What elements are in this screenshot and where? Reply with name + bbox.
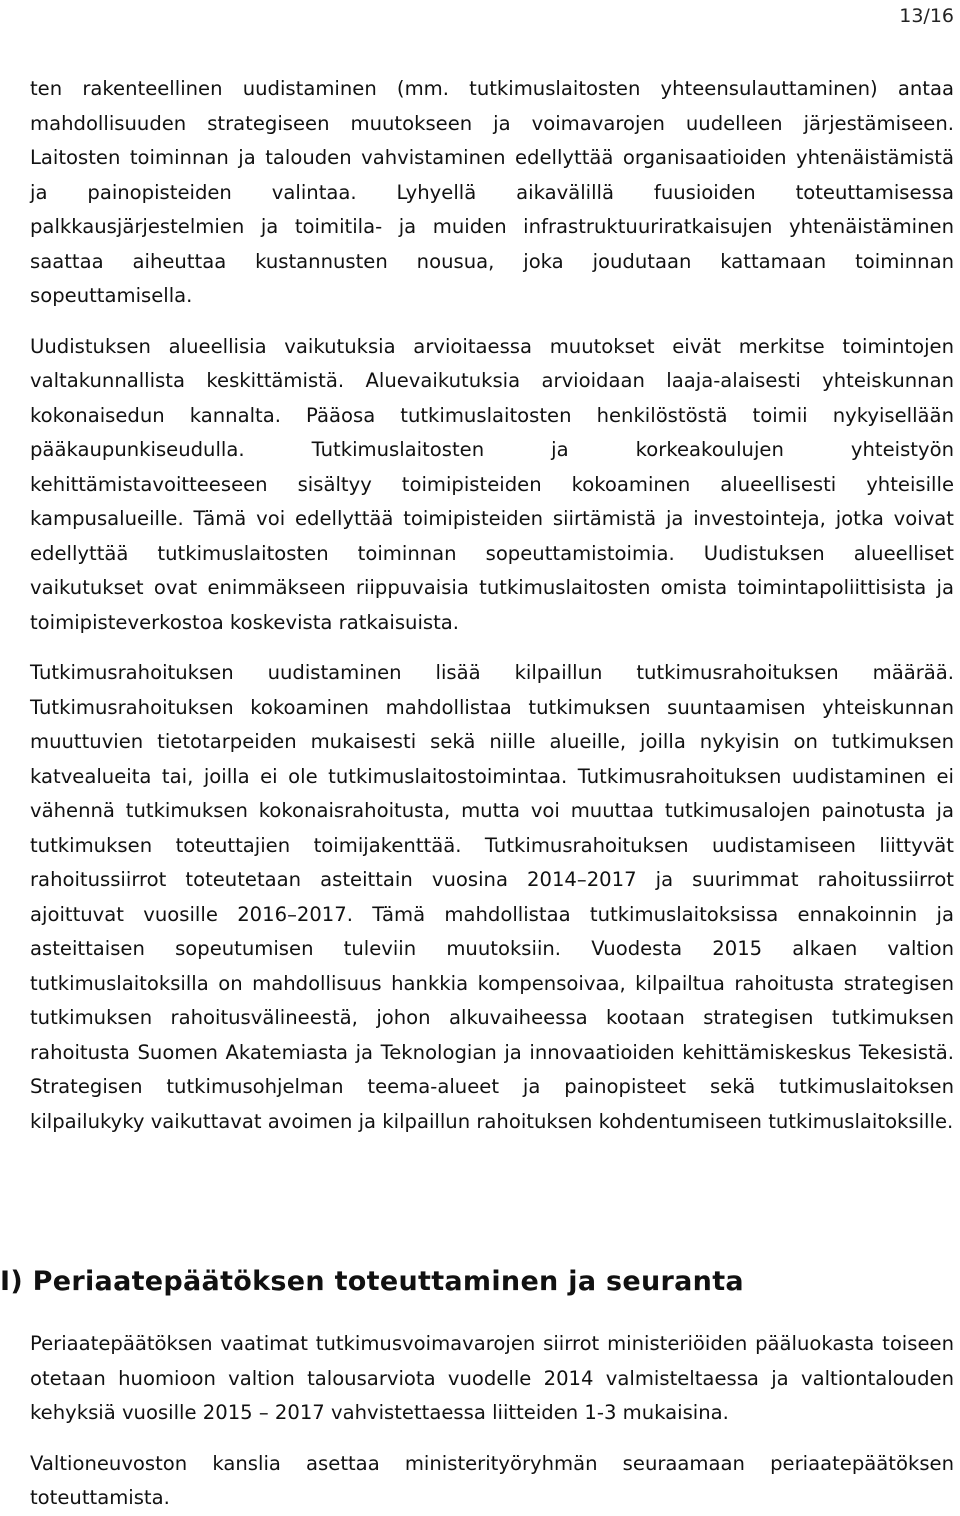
- section-heading: I) Periaatepäätöksen toteuttaminen ja seuranta: [0, 1266, 744, 1297]
- page-number: 13/16: [899, 5, 954, 27]
- document-body-bottom: [30, 1327, 954, 1516]
- paragraph-ministerial-group: Valtioneuvoston kanslia asettaa ministerityöryhmän seuraamaan periaatepäätöksen toteuttamista.: [30, 1451, 954, 1509]
- paragraph-research-funding: Tutkimusrahoituksen uudistaminen lisää kilpaillun tutkimusrahoituksen määrää. Tutkimusrahoituksen kokoaminen mahdollistaa tutkimuksen suuntaamisen yhteiskunnan muuttuvien tietotarpeiden mukaisesti sekä niille alueille, joilla nykyisin on tutkimuksen katvealueita tai, joilla ei ole tutkimuslaitostoimintaa. Tutkimusrahoituksen uudistaminen ei vähennä tutkimuksen kokonaisrahoitusta, mutta voi muuttaa tutkimusalojen painotusta ja tutkimuksen toteuttajien toimijakenttää. Tutkimusrahoituksen uudistamiseen liittyvät rahoitussiirrot toteutetaan asteittain vuosina 2014–2017 ja suurimmat rahoitussiirrot ajoittuvat vuosille 2016–2017. Tämä mahdollistaa tutkimuslaitoksissa ennakoinnin ja asteittaisen sopeutumisen tuleviin muutoksiin. Vuodesta 2015 alkaen valtion tutkimuslaitoksilla on mahdollisuus hankkia kompensoivaa, kilpailtua rahoitusta strategisen tutkimuksen rahoitusvälineestä, johon alkuvaiheessa kootaan strategisen tutkimuksen rahoitusta Suomen Akatemiasta ja Teknologian ja innovaatioiden kehittämiskeskus Tekesistä. Strategisen tutkimusohjelman teema-alueet ja painopisteet sekä tutkimuslaitoksen kilpailukyky vaikuttavat avoimen ja kilpaillun rahoituksen kohdentumiseen tutkimuslaitoksille.: [30, 661, 954, 1133]
- paragraph-restructuring: ten rakenteellinen uudistaminen (mm. tutkimuslaitosten yhteensulauttaminen) antaa mahdollisuuden strategiseen muutokseen ja voimavarojen uudelleen järjestämiseen. Laitosten toiminnan ja talouden vahvistaminen edellyttää organisaatioiden yhtenäistämistä ja painopisteiden valintaa. Lyhyellä aikavälillä fuusioiden toteuttamisessa palkkausjärjestelmien ja toimitila- ja muiden infrastruktuuriratkaisujen yhtenäistäminen saattaa aiheuttaa kustannusten nousua, joka joudutaan kattamaan toiminnan sopeuttamisella.: [30, 77, 954, 307]
- paragraph-resource-transfers: Periaatepäätöksen vaatimat tutkimusvoimavarojen siirrot ministeriöiden pääluokasta toiseen otetaan huomioon valtion talousarviota vuodelle 2014 valmisteltaessa ja valtiontalouden kehyksiä vuosille 2015 – 2017 vahvistettaessa liitteiden 1-3 mukaisina.: [30, 1332, 954, 1424]
- document-body-top: [30, 72, 954, 1139]
- paragraph-regional-effects: Uudistuksen alueellisia vaikutuksia arvioitaessa muutokset eivät merkitse toimintojen valtakunnallista keskittämistä. Aluevaikutuksia arvioidaan laaja-alaisesti yhteiskunnan kokonaisedun kannalta. Pääosa tutkimuslaitosten henkilöstöstä toimii nykyisellään pääkaupunkiseudulla. Tutkimuslaitosten ja korkeakoulujen yhteistyön kehittämistavoitteeseen sisältyy toimipisteiden kokoaminen alueellisesti yhteisille kampusalueille. Tämä voi edellyttää toimipisteiden siirtämistä ja investointeja, jotka voivat edellyttää tutkimuslaitosten toiminnan sopeuttamistoimia. Uudistuksen alueelliset vaikutukset ovat enimmäkseen riippuvaisia tutkimuslaitosten omista toimintapoliittisista ja toimipisteverkostoa koskevista ratkaisuista.: [30, 334, 954, 634]
